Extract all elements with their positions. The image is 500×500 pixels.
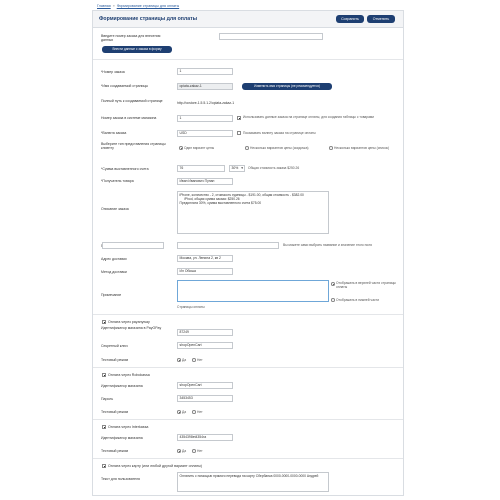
divider bbox=[93, 367, 403, 368]
robokassa-test-no: Нет bbox=[197, 410, 203, 414]
recipient-input[interactable]: Иван Иванович Пупан bbox=[177, 178, 233, 185]
order-lookup-label: Введите номер заказа для внесения данных bbox=[101, 34, 161, 43]
price-view-option-single: Один вариант цены bbox=[184, 146, 215, 150]
address-input[interactable]: Москва, ул. Ленина 2, кв 2 bbox=[177, 255, 233, 262]
interkassa-shop-input[interactable]: 4354398et4354ra bbox=[177, 434, 233, 441]
notes-top-radio[interactable] bbox=[331, 282, 335, 286]
notes-top-option: Отображать в верхней части страницы оплаты bbox=[336, 281, 396, 289]
page-name-input[interactable]: opiata-zakaz-1 bbox=[177, 83, 233, 90]
robokassa-test-no-radio[interactable] bbox=[192, 410, 196, 414]
price-view-radio-list[interactable] bbox=[329, 146, 333, 150]
card-text-label: Текст для пользователя bbox=[101, 477, 140, 481]
full-path-label: Полный путь к создаваемой странице bbox=[101, 99, 163, 103]
payanyway-secret-label: Секретный ключ bbox=[101, 344, 128, 348]
payanyway-test-no: Нет bbox=[197, 358, 203, 362]
payanyway-test-yes: Да bbox=[182, 358, 187, 362]
robokassa-title: Оплата через Robokassa bbox=[108, 373, 150, 377]
city-label-input[interactable] bbox=[102, 242, 164, 249]
city-note: Вы можете сами выбрать название и значение этого поля bbox=[283, 243, 372, 247]
robokassa-shop-input[interactable]: shopOpenCart bbox=[177, 382, 233, 389]
page-title: Формирование страницы для оплаты bbox=[99, 16, 198, 22]
divider bbox=[93, 59, 403, 60]
delivery-label: Метод доставки bbox=[101, 270, 127, 274]
robokassa-pass-input[interactable]: 3453453 bbox=[177, 395, 233, 402]
main-panel bbox=[92, 10, 404, 496]
robokassa-shop-label: Идентификатор магазина bbox=[101, 384, 143, 388]
robokassa-test-yes-radio[interactable] bbox=[177, 410, 181, 414]
interkassa-test-label: Тестовый режим bbox=[101, 449, 129, 453]
payanyway-checkbox[interactable] bbox=[102, 320, 106, 324]
description-textarea[interactable]: iPhone, количество - 2, стоимость единицы - $191.00, общая стоимость - $382.00 iPhod, общая сумма заказа: $250.26 Предоплата 30%, сумма выставленного счета $75.00 bbox=[177, 191, 329, 234]
interkassa-shop-label: Идентификатор магазина bbox=[101, 436, 143, 440]
card-text-textarea[interactable]: Оплатить с помощью прямого перевода на карту Сбербанка 0000-0000-0000-0000 Андрей bbox=[177, 472, 329, 492]
interkassa-checkbox[interactable] bbox=[102, 425, 106, 429]
card-checkbox[interactable] bbox=[102, 464, 106, 468]
card-title: Оплата через карту (или любой другой вариант оплаты) bbox=[108, 464, 202, 468]
price-view-radio-single[interactable] bbox=[179, 146, 183, 150]
city-input[interactable] bbox=[177, 242, 279, 249]
delivery-input[interactable]: Ил Обоша bbox=[177, 268, 233, 275]
notes-bottom-radio[interactable] bbox=[331, 298, 335, 302]
change-page-name-button[interactable]: Изменить имя страницы (не рекомендуется) bbox=[242, 83, 332, 90]
price-view-label: Выберите тип представления страницы клиенту bbox=[101, 142, 166, 151]
breadcrumb: Главная » Формирование страницы для оплаты bbox=[97, 4, 180, 8]
notes-bottom-option: Отображать в нижней части bbox=[336, 298, 380, 302]
robokassa-pass-label: Пароль bbox=[101, 397, 114, 401]
full-path-value: http://ocstore-1.5.5.1.2/opiata-zakaz-1 bbox=[177, 101, 235, 105]
use-order-data-checkbox[interactable] bbox=[237, 116, 241, 120]
interkassa-test-yes: Да bbox=[182, 449, 187, 453]
divider bbox=[93, 314, 403, 315]
store-order-number-label: Номер заказа в системе магазина bbox=[101, 116, 157, 120]
order-lookup-input[interactable] bbox=[219, 33, 323, 40]
robokassa-test-label: Тестовый режим bbox=[101, 410, 129, 414]
interkassa-test-yes-radio[interactable] bbox=[177, 449, 181, 453]
notes-label: Примечание bbox=[101, 293, 122, 297]
payanyway-test-label: Тестовый режим bbox=[101, 358, 129, 362]
interkassa-title: Оплата через Interkassa bbox=[108, 425, 149, 429]
order-number-label: *Номер заказа bbox=[101, 70, 125, 74]
recipient-label: *Получатель товара bbox=[101, 179, 134, 183]
currency-label: *Валюта заказа bbox=[101, 131, 127, 135]
robokassa-test-yes: Да bbox=[182, 410, 187, 414]
fill-from-order-button[interactable]: Внести данные с заказа в форму bbox=[102, 46, 172, 53]
total-cost-note: Общая стоимость заказа $250.26 bbox=[248, 166, 300, 170]
price-view-radio-discount[interactable] bbox=[245, 146, 249, 150]
percent-select[interactable]: 30% ▾ bbox=[229, 165, 245, 172]
breadcrumb-current[interactable]: Формирование страницы для оплаты bbox=[116, 4, 180, 8]
amount-input[interactable]: 76 bbox=[177, 165, 225, 172]
show-currency-checkbox[interactable] bbox=[237, 131, 241, 135]
currency-input[interactable]: USD bbox=[177, 130, 233, 137]
notes-footer: Страницы оплаты bbox=[177, 305, 205, 309]
store-order-number-input[interactable]: 1 bbox=[177, 115, 233, 122]
show-currency-note: Показывать валюту заказа на странице оплаты bbox=[243, 131, 316, 135]
order-number-input[interactable]: 1 bbox=[177, 68, 233, 75]
payanyway-title: Оплата через payanyway bbox=[108, 320, 150, 324]
payanyway-shop-label: Идентификатор магазина в PayOPay bbox=[101, 326, 162, 330]
price-view-option-list: Несколько вариантов цены (список) bbox=[334, 146, 390, 150]
payanyway-test-no-radio[interactable] bbox=[192, 358, 196, 362]
payanyway-secret-input[interactable]: shopOpenCart bbox=[177, 342, 233, 349]
notes-textarea[interactable] bbox=[177, 280, 329, 302]
amount-label: *Сумма выставленного счета bbox=[101, 167, 149, 171]
panel-header bbox=[93, 11, 403, 28]
interkassa-test-no-radio[interactable] bbox=[192, 449, 196, 453]
cancel-button[interactable]: Отменить bbox=[367, 15, 395, 23]
breadcrumb-home[interactable]: Главная bbox=[97, 4, 111, 8]
price-view-option-discount: Несколько вариантов цены (скидочка) bbox=[250, 146, 309, 150]
address-label: Адрес доставки bbox=[101, 257, 127, 261]
divider bbox=[93, 458, 403, 459]
payanyway-test-yes-radio[interactable] bbox=[177, 358, 181, 362]
divider bbox=[93, 419, 403, 420]
payanyway-shop-input[interactable]: 87249 bbox=[177, 329, 233, 336]
description-label: Описание заказа bbox=[101, 207, 129, 211]
use-order-data-note: Использовать данные заказа на странице оплаты, для создания таблицы с товарами bbox=[243, 115, 375, 119]
save-button[interactable]: Сохранить bbox=[336, 15, 364, 23]
robokassa-checkbox[interactable] bbox=[102, 373, 106, 377]
page-name-label: *Имя создаваемой страницы bbox=[101, 84, 149, 88]
interkassa-test-no: Нет bbox=[197, 449, 203, 453]
